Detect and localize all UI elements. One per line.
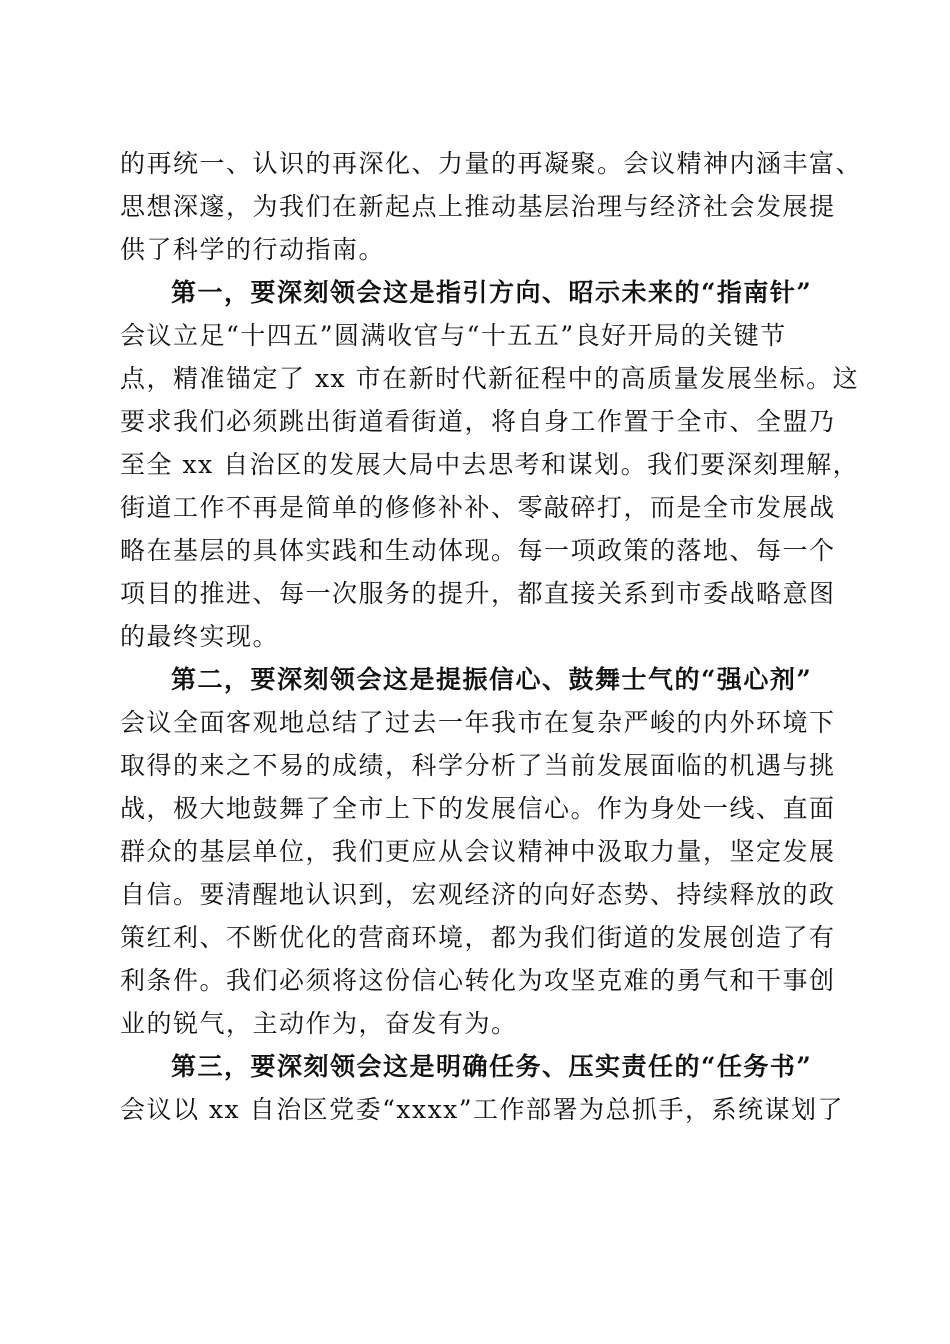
section-heading-2: 第二，要深刻领会这是提振信心、鼓舞士气的“强心剂” <box>171 665 813 694</box>
paragraph-line: 项目的推进、每一次服务的提升，都直接关系到市委战略意图 <box>120 579 836 608</box>
paragraph-line: 的最终实现。 <box>120 622 280 651</box>
paragraph-line: 至全 xx 自治区的发展大局中去思考和谋划。我们要深刻理解， <box>120 450 860 479</box>
paragraph-line: 自信。要清醒地认识到，宏观经济的向好态势、持续释放的政 <box>120 880 836 909</box>
paragraph-line: 要求我们必须跳出街道看街道，将自身工作置于全市、全盟乃 <box>120 407 836 436</box>
paragraph-line: 战，极大地鼓舞了全市上下的发展信心。作为身处一线、直面 <box>120 794 836 823</box>
paragraph-line: 会议以 xx 自治区党委“xxxx”工作部署为总抓手，系统谋划了 <box>120 1095 845 1124</box>
paragraph-line: 利条件。我们必须将这份信心转化为攻坚克难的勇气和干事创 <box>120 966 836 995</box>
paragraph-line: 的再统一、认识的再深化、力量的再凝聚。会议精神内涵丰富、 <box>120 149 863 178</box>
paragraph-line: 会议全面客观地总结了过去一年我市在复杂严峻的内外环境下 <box>120 708 836 737</box>
section-heading-3: 第三，要深刻领会这是明确任务、压实责任的“任务书” <box>171 1052 813 1081</box>
paragraph-line: 略在基层的具体实践和生动体现。每一项政策的落地、每一个 <box>120 536 836 565</box>
paragraph-line: 取得的来之不易的成绩，科学分析了当前发展面临的机遇与挑 <box>120 751 836 780</box>
paragraph-line: 业的锐气，主动作为，奋发有为。 <box>120 1009 518 1038</box>
paragraph-line: 供了科学的行动指南。 <box>120 235 386 264</box>
section-heading-1: 第一，要深刻领会这是指引方向、昭示未来的“指南针” <box>171 278 813 307</box>
paragraph-line: 思想深邃，为我们在新起点上推动基层治理与经济社会发展提 <box>120 192 836 221</box>
paragraph-line: 点，精准锚定了 xx 市在新时代新征程中的高质量发展坐标。这 <box>120 364 860 393</box>
paragraph-line: 策红利、不断优化的营商环境，都为我们街道的发展创造了有 <box>120 923 836 952</box>
paragraph-line: 会议立足“十四五”圆满收官与“十五五”良好开局的关键节 <box>120 321 787 350</box>
paragraph-line: 群众的基层单位，我们更应从会议精神中汲取力量，坚定发展 <box>120 837 836 866</box>
paragraph-line: 街道工作不再是简单的修修补补、零敲碎打，而是全市发展战 <box>120 493 836 522</box>
